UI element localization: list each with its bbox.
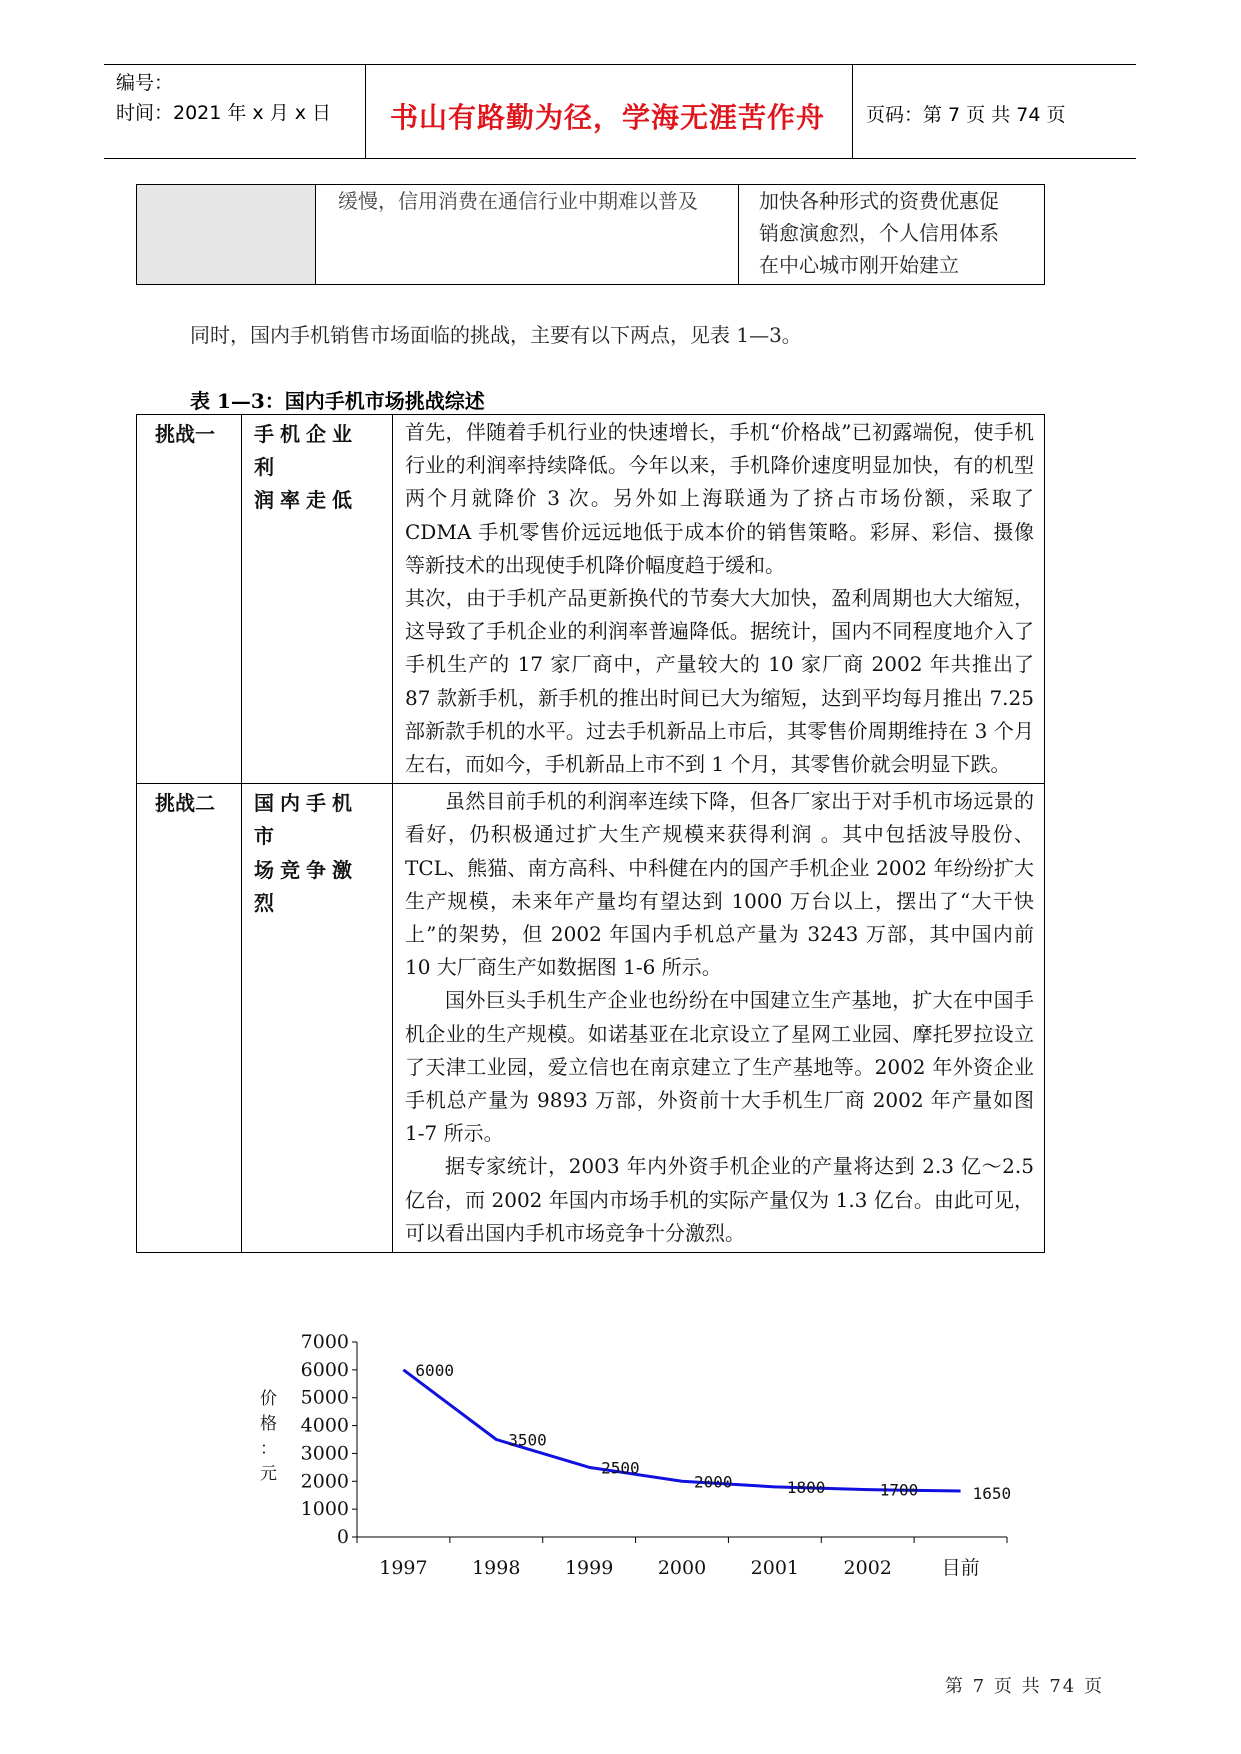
label-text: 挑战一 xyxy=(155,422,215,446)
cell-text: 缓慢，信用消费在通信行业中期难以普及 xyxy=(338,189,698,213)
data-label: 2500 xyxy=(601,1458,640,1478)
cell-line: 在中心城市刚开始建立 xyxy=(759,253,959,277)
body-paragraph: 国外巨头手机生产企业也纷纷在中国建立生产基地，扩大在中国手机企业的生产规模。如诺基亚在北京设立了星网工业园、摩托罗拉设立了天津工业园，爱立信也在南京建立了生产基地等。2002 年外资企业手机总产量为 9893 万部，外资前十大手机生厂商 2002 年产量如图 1-7 所示。 xyxy=(405,988,1034,1146)
y-axis-label xyxy=(260,1389,277,1484)
y-tick-label: 0 xyxy=(336,1526,349,1548)
data-labels xyxy=(415,1361,1011,1503)
title-line: 场竞争激烈 xyxy=(254,857,358,915)
y-axis-label-char: 元 xyxy=(260,1464,277,1484)
price-series xyxy=(403,1370,960,1491)
y-tick-label: 4000 xyxy=(300,1414,349,1437)
y-tick-label: 7000 xyxy=(300,1331,349,1353)
body-paragraph: 其次，由于手机产品更新换代的节奏大大加快，盈利周期也大大缩短，这导致了手机企业的利润率普遍降低。据统计，国内不同程度地介入了手机生产的 17 家厂商中，产量较大的 10 家厂商 2002 年共推出了 87 款新手机，新手机的推出时间已大为缩短，达到平均每月推出 7.25 部新款手机的水平。过去手机新品上市后，其零售价周期维持在 3 个月左右，而如今，手机新品上市不到 1 个月，其零售价就会明显下跌。 xyxy=(405,586,1034,777)
table-row xyxy=(137,784,1045,1253)
challenge-body xyxy=(393,784,1045,1253)
body-paragraph: 首先，伴随着手机行业的快速增长，手机“价格战”已初露端倪，使手机行业的利润率持续降低。今年以来，手机降价速度明显加快，有的机型两个月就降价 3 次。另外如上海联通为了挤占市场份额，采取了 CDMA 手机零售价远远地低于成本价的销售策略。彩屏、彩信、摄像等新技术的出现使手机降价幅度趋于缓和。 xyxy=(405,420,1034,577)
y-axis-label-char: 价 xyxy=(260,1389,277,1409)
x-tick-label: 2001 xyxy=(750,1557,800,1579)
x-tick-label: 目前 xyxy=(941,1557,980,1579)
data-label: 1700 xyxy=(879,1480,919,1500)
x-tick-label: 1999 xyxy=(564,1557,614,1579)
page-footer: 第 7 页 共 74 页 xyxy=(945,1676,1104,1697)
y-tick-label: 3000 xyxy=(300,1442,349,1465)
x-tick-label: 1997 xyxy=(379,1557,428,1579)
body-paragraph: 虽然目前手机的利润率连续下降，但各厂家出于对手机市场远景的看好，仍积极通过扩大生产规模来获得利润 。其中包括波导股份、TCL、熊猫、南方高科、中科健在内的国产手机企业 2002 年纷纷扩大生产规模，未来年产量均有望达到 1000 万台以上，摆出了“大干快上”的架势，但 2002 年国内手机总产量为 3243 万部，其中国内前 10 大厂商生产如数据图 1-6 所示。 xyxy=(405,789,1034,980)
table-cell-shaded xyxy=(137,185,316,285)
y-tick-label: 6000 xyxy=(300,1358,349,1381)
y-tick-label: 1000 xyxy=(300,1498,349,1521)
title-line: 手机企业利 xyxy=(254,422,358,480)
y-tick-label: 2000 xyxy=(300,1470,349,1493)
table-row xyxy=(137,415,1045,784)
label-text: 挑战二 xyxy=(155,791,215,816)
data-label: 2000 xyxy=(694,1472,733,1492)
y-axis-label-char: ： xyxy=(260,1439,277,1459)
challenge-label xyxy=(137,415,242,784)
continued-table xyxy=(136,184,1045,285)
data-label: 6000 xyxy=(415,1360,454,1380)
x-tick-labels xyxy=(379,1557,979,1579)
data-label: 1650 xyxy=(972,1484,1012,1504)
header-motto: 书山有路勤为径，学海无涯苦作舟 xyxy=(390,101,826,134)
table-cell xyxy=(739,185,1045,285)
y-tick-labels xyxy=(301,1331,349,1548)
x-tick-label: 2002 xyxy=(843,1557,892,1579)
header-divider xyxy=(365,64,366,158)
series-line xyxy=(403,1370,960,1491)
x-tick-label: 2000 xyxy=(657,1557,707,1579)
y-axis-label-char: 格 xyxy=(260,1414,277,1434)
data-label: 3500 xyxy=(508,1430,547,1450)
intro-paragraph: 同时，国内手机销售市场面临的挑战，主要有以下两点，见表 1—3。 xyxy=(190,323,802,347)
table-cell xyxy=(316,185,739,285)
challenge-body xyxy=(393,415,1045,784)
challenge-label xyxy=(137,784,242,1253)
title-line: 润率走低 xyxy=(254,488,358,513)
header-number-label: 编号： xyxy=(116,72,174,94)
cell-line: 加快各种形式的资费优惠促 xyxy=(759,189,999,213)
price-line-chart xyxy=(260,1325,1040,1595)
title-line: 国内手机市 xyxy=(254,791,358,849)
cell-line: 销愈演愈烈，个人信用体系 xyxy=(759,221,999,245)
challenge-title xyxy=(242,415,393,784)
challenge-title xyxy=(242,784,393,1253)
header-divider xyxy=(852,64,853,158)
data-label: 1800 xyxy=(786,1477,826,1497)
header-time-label: 时间：2021 年 x 月 x 日 xyxy=(116,102,332,124)
header-bottom-rule xyxy=(104,158,1136,159)
header-top-rule xyxy=(104,64,1136,65)
table-caption: 表 1—3：国内手机市场挑战综述 xyxy=(190,389,485,413)
header-page-label: 页码：第 7 页 共 74 页 xyxy=(866,104,1066,126)
body-paragraph: 据专家统计，2003 年内外资手机企业的产量将达到 2.3 亿～2.5 亿台，而 2002 年国内市场手机的实际产量仅为 1.3 亿台。由此可见，可以看出国内手机市场竞争十分激烈。 xyxy=(405,1154,1034,1245)
x-tick-label: 1998 xyxy=(472,1557,521,1579)
y-tick-label: 5000 xyxy=(300,1386,349,1409)
challenges-table xyxy=(136,414,1045,1253)
